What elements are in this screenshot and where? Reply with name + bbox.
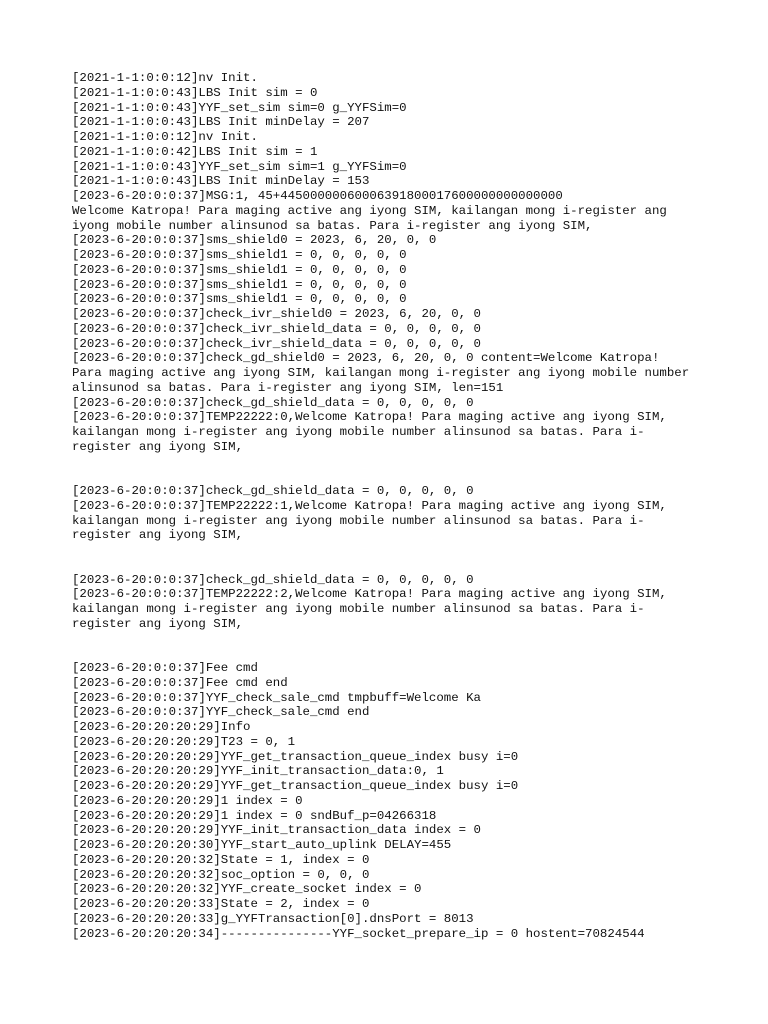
log-line: [2021-1-1:0:0:12]nv Init. bbox=[72, 130, 258, 144]
log-line: [2023-6-20:0:0:37]TEMP22222:1,Welcome Katropa! Para maging active ang iyong SIM, bbox=[72, 498, 667, 513]
log-line: [2023-6-20:0:0:37]check_gd_shield0 = 2023, 6, 20, 0, 0 content=Welcome Katropa! bbox=[72, 351, 660, 366]
log-line: register ang iyong SIM, bbox=[72, 528, 244, 543]
log-line: kailangan mong i-register ang iyong mobile number alinsunod sa batas. Para i- bbox=[72, 602, 645, 616]
log-line: [2023-6-20:20:20:34]---------------YYF_socket_prepare_ip = 0 hostent=70824544 bbox=[72, 926, 645, 941]
log-line: [2023-6-20:20:20:29]T23 = 0, 1 bbox=[72, 734, 296, 749]
log-line bbox=[72, 455, 712, 470]
log-line: [2023-6-20:0:0:37]Fee cmd end bbox=[72, 675, 288, 690]
log-line: [2023-6-20:20:20:33]State = 2, index = 0 bbox=[72, 897, 370, 911]
log-line: [2021-1-1:0:0:43]YYF_set_sim sim=1 g_YYFSim=0 bbox=[72, 159, 407, 174]
log-line: [2023-6-20:0:0:37]sms_shield1 = 0, 0, 0, 0, 0 bbox=[72, 262, 407, 277]
log-line: [2021-1-1:0:0:43]LBS Init minDelay = 153 bbox=[72, 174, 370, 189]
log-line: [2023-6-20:0:0:37]check_ivr_shield_data = 0, 0, 0, 0, 0 bbox=[72, 336, 481, 351]
log-line: [2023-6-20:0:0:37]check_ivr_shield0 = 2023, 6, 20, 0, 0 bbox=[72, 307, 481, 321]
log-line: [2021-1-1:0:0:12]nv Init. bbox=[72, 71, 258, 85]
log-line: kailangan mong i-register ang iyong mobile number alinsunod sa batas. Para i- bbox=[72, 513, 645, 528]
log-line bbox=[72, 469, 712, 484]
log-line: kailangan mong i-register ang iyong mobile number alinsunod sa batas. Para i- bbox=[72, 425, 645, 439]
log-line: alinsunod sa batas. Para i-register ang iyong SIM, len=151 bbox=[72, 380, 504, 395]
log-line: [2023-6-20:0:0:37]Fee cmd bbox=[72, 661, 258, 675]
log-line: [2021-1-1:0:0:43]YYF_set_sim sim=0 g_YYFSim=0 bbox=[72, 100, 407, 115]
log-line: Para maging active ang iyong SIM, kailangan mong i-register ang iyong mobile number bbox=[72, 366, 690, 380]
log-line: [2023-6-20:0:0:37]YYF_check_sale_cmd end bbox=[72, 705, 370, 720]
log-line: [2023-6-20:0:0:37]sms_shield0 = 2023, 6, 20, 0, 0 bbox=[72, 233, 437, 248]
log-line: [2023-6-20:20:20:29]Info bbox=[72, 720, 251, 734]
log-line: register ang iyong SIM, bbox=[72, 439, 244, 454]
log-line: [2023-6-20:20:20:29]1 index = 0 bbox=[72, 793, 303, 808]
log-line: [2023-6-20:0:0:37]check_gd_shield_data = 0, 0, 0, 0, 0 bbox=[72, 395, 474, 410]
log-line: [2023-6-20:20:20:30]YYF_start_auto_uplink DELAY=455 bbox=[72, 838, 452, 852]
log-line: [2023-6-20:0:0:37]check_ivr_shield_data = 0, 0, 0, 0, 0 bbox=[72, 321, 481, 336]
log-line: iyong mobile number alinsunod sa batas. Para i-register ang iyong SIM, bbox=[72, 218, 593, 233]
log-line: register ang iyong SIM, bbox=[72, 616, 244, 631]
log-line: [2021-1-1:0:0:43]LBS Init minDelay = 207 bbox=[72, 115, 370, 130]
log-line: [2023-6-20:0:0:37]TEMP22222:0,Welcome Katropa! Para maging active ang iyong SIM, bbox=[72, 410, 667, 425]
log-line bbox=[72, 558, 712, 573]
log-line bbox=[72, 646, 712, 661]
log-line: [2023-6-20:0:0:37]sms_shield1 = 0, 0, 0, 0, 0 bbox=[72, 277, 407, 292]
log-line: [2023-6-20:20:20:29]YYF_init_transaction_data:0, 1 bbox=[72, 764, 444, 779]
log-line: [2023-6-20:0:0:37]check_gd_shield_data = 0, 0, 0, 0, 0 bbox=[72, 484, 474, 498]
log-line bbox=[72, 543, 712, 558]
log-line: Welcome Katropa! Para maging active ang iyong SIM, kailangan mong i-register ang bbox=[72, 203, 667, 218]
log-line: [2023-6-20:0:0:37]YYF_check_sale_cmd tmpbuff=Welcome Ka bbox=[72, 690, 481, 705]
log-line: [2023-6-20:20:20:32]YYF_create_socket index = 0 bbox=[72, 882, 422, 897]
log-line: [2023-6-20:20:20:29]YYF_get_transaction_queue_index busy i=0 bbox=[72, 779, 519, 793]
log-line: [2023-6-20:20:20:29]YYF_init_transaction_data index = 0 bbox=[72, 823, 481, 838]
log-line: [2023-6-20:0:0:37]check_gd_shield_data = 0, 0, 0, 0, 0 bbox=[72, 572, 474, 587]
log-line bbox=[72, 632, 712, 647]
log-line: [2023-6-20:0:0:37]sms_shield1 = 0, 0, 0, 0, 0 bbox=[72, 248, 407, 262]
log-line: [2023-6-20:20:20:33]g_YYFTransaction[0].dnsPort = 8013 bbox=[72, 911, 474, 926]
log-line: [2023-6-20:0:0:37]TEMP22222:2,Welcome Katropa! Para maging active ang iyong SIM, bbox=[72, 587, 667, 602]
log-line: [2023-6-20:20:20:32]State = 1, index = 0 bbox=[72, 852, 370, 867]
log-line: [2023-6-20:20:20:29]YYF_get_transaction_queue_index busy i=0 bbox=[72, 749, 519, 764]
log-document bbox=[72, 71, 712, 941]
log-line: [2021-1-1:0:0:43]LBS Init sim = 0 bbox=[72, 85, 318, 100]
log-line: [2023-6-20:20:20:32]soc_option = 0, 0, 0 bbox=[72, 867, 370, 882]
log-line: [2021-1-1:0:0:42]LBS Init sim = 1 bbox=[72, 144, 318, 159]
log-line: [2023-6-20:0:0:37]MSG:1, 45+44500000060006391800017600000000000000 bbox=[72, 189, 563, 203]
log-line: [2023-6-20:0:0:37]sms_shield1 = 0, 0, 0, 0, 0 bbox=[72, 292, 407, 307]
log-line: [2023-6-20:20:20:29]1 index = 0 sndBuf_p=04266318 bbox=[72, 808, 437, 823]
